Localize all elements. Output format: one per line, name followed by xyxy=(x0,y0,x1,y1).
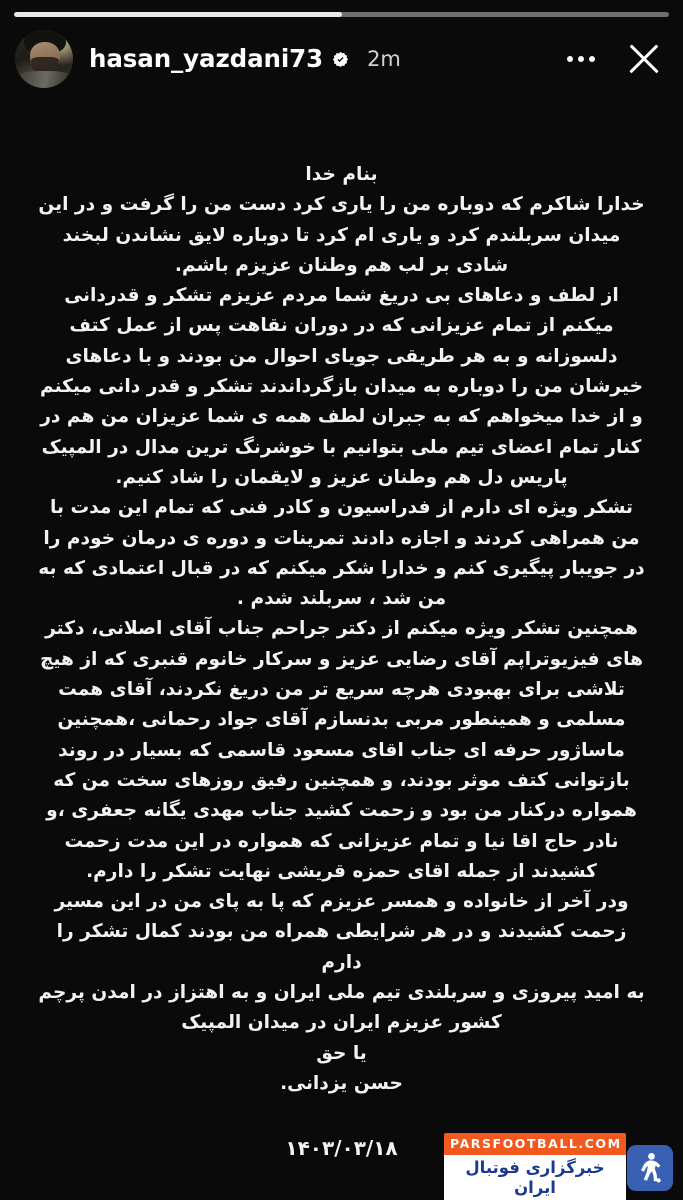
story-paragraph: تشکر ویژه ای دارم از فدراسیون و کادر فنی که تمام این مدت با من همراهی کردند و اجازه دادند تمرینات و دوره ی درمان خودم را در جویبار پیگیری کنم و خدارا شکر میکنم که در قبال اعتمادی که به من شد ، سربلند شدم . xyxy=(38,497,645,610)
close-icon[interactable] xyxy=(623,38,665,80)
story-paragraph: حسن یزدانی. xyxy=(280,1072,403,1094)
more-dot xyxy=(567,56,573,62)
soccer-player-icon xyxy=(627,1145,673,1191)
story-paragraph: یا حق xyxy=(316,1042,367,1064)
username-block[interactable] xyxy=(89,43,401,73)
story-paragraph: به امید پیروزی و سربلندی تیم ملی ایران و به اهتزاز در امدن پرچم کشور عزیزم ایران در میدان المپیک xyxy=(38,982,645,1034)
story-paragraph: همچنین تشکر ویژه میکنم از دکتر جراحم جناب آقای اصلانی، دکتر های فیزیوتراپم آقای رضایی عزیز و سرکار خانوم قنبری که از هیچ تلاشی برای بهبودی هرچه سریع تر من دریغ نکردند، آقای همت مسلمی و همینطور مربی بدنسازم آقای جواد رحمانی ،همچنین ماساژور حرفه ای جناب اقای مسعود قاسمی که بسیار در روند بازتوانی کتف موثر بودند، و همچنین رفیق روزهای سخت من که همواره درکنار من بود و زحمت کشید جناب مهدی یگانه جعفری ،و نادر حاج اقا نیا و تمام عزیزانی که همواره در این مدت زحمت کشیدند از جمله اقای حمزه قریشی نهایت تشکر را دارم. xyxy=(40,618,643,882)
more-options-icon[interactable] xyxy=(561,41,601,77)
watermark-bars xyxy=(444,1136,630,1198)
avatar[interactable] xyxy=(15,30,73,88)
watermark-site-label: PARSFOOTBALL.COM xyxy=(444,1133,626,1155)
username-label[interactable]: hasan_yazdani73 xyxy=(89,43,324,73)
more-dot xyxy=(578,56,584,62)
story-date: ۱۴۰۳/۰۳/۱۸ xyxy=(285,1136,398,1161)
story-progress-track[interactable] xyxy=(14,12,669,17)
story-progress-bar[interactable] xyxy=(14,12,669,17)
story-header xyxy=(0,28,683,90)
story-progress-fill xyxy=(14,12,342,17)
story-text-body xyxy=(38,160,645,1165)
watermark-tagline-label: خبرگزاری فوتبال ایران xyxy=(444,1155,626,1200)
watermark xyxy=(444,1136,673,1198)
more-dot xyxy=(589,56,595,62)
avatar-torso xyxy=(17,71,73,88)
story-timestamp: 2m xyxy=(367,46,401,71)
verified-badge-icon xyxy=(332,51,349,68)
story-paragraph: از لطف و دعاهای بی دریغ شما مردم عزیزم تشکر و قدردانی میکنم از تمام عزیزانی که در دوران نقاهت پس از عمل کتف دلسوزانه و به هر طریقی جویای احوال من بودند و با دعاهای خیرشان من را دوباره به میدان بازگرداندند تشکر و قدر دانی میکنم و از خدا میخواهم که به جبران لطف همه ی شما عزیزان من هم در کنار تمام اعضای تیم ملی بتوانیم با خوشرنگ ترین مدال در المپیک پاریس دل هم وطنان عزیز و لایقمان را شاد کنیم. xyxy=(40,285,643,488)
story-paragraph: بنام خدا xyxy=(305,164,378,185)
story-paragraph: ودر آخر از خانواده و همسر عزیزم که پا به پای من در این مسیر زحمت کشیدند و در هر شرایطی همراه من بودند کمال تشکر را دارم xyxy=(54,891,629,973)
story-paragraph: خدارا شاکرم که دوباره من را یاری کرد دست من را گرفت و در این میدان سربلندم کرد و یاری ام کرد تا دوباره لایق نشاندن لبخند شادی بر لب هم وطنان عزیزم باشم. xyxy=(38,194,645,276)
